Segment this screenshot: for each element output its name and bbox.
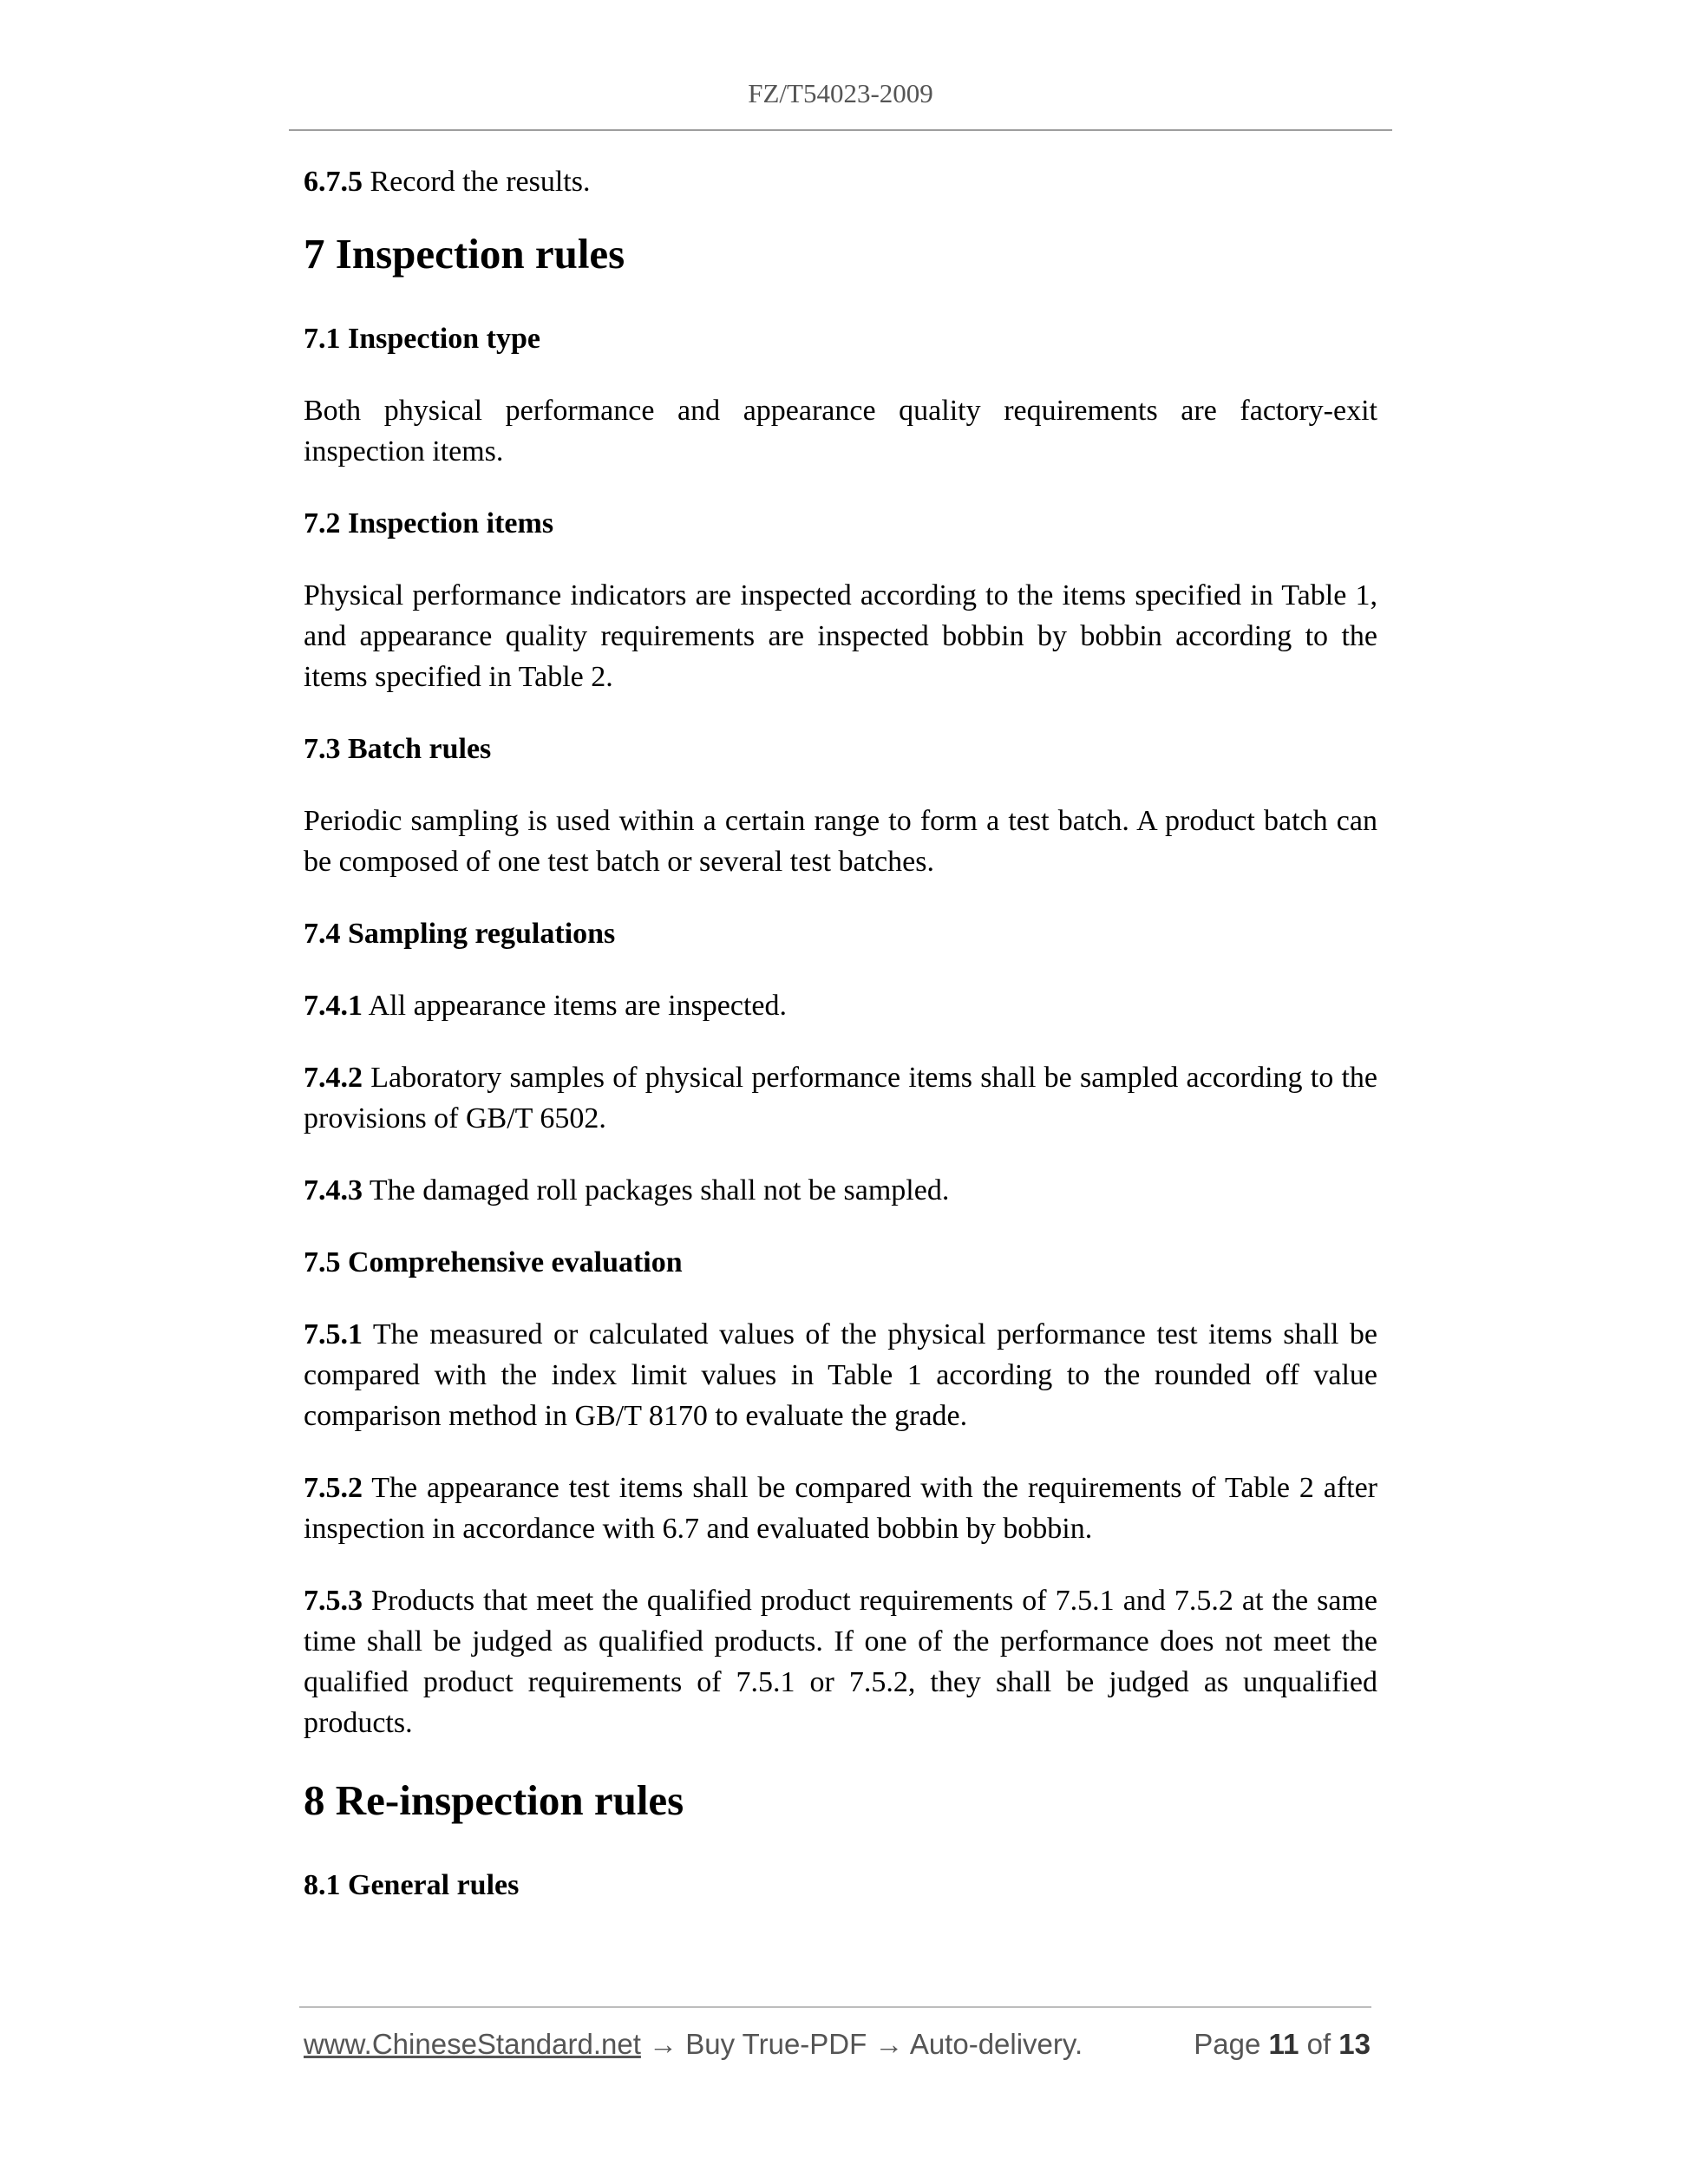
paragraph-7-1: Both physical performance and appearance quality requirements are factory-exit inspection items.: [304, 395, 1377, 468]
promo-text: → Buy True-PDF → Auto-delivery.: [640, 2028, 1083, 2060]
section-heading-8: 8 Re-inspection rules: [304, 1776, 684, 1824]
page-total: 13: [1338, 2028, 1371, 2060]
document-code-header: FZ/T54023-2009: [748, 78, 933, 108]
subsection-heading-7-3: 7.3 Batch rules: [304, 733, 492, 765]
clause-7-4-2: [304, 1057, 1377, 1139]
section-heading-7: 7 Inspection rules: [304, 230, 625, 278]
clause-number: 7.5.3: [304, 1585, 363, 1617]
clause-text: The appearance test items shall be compared with the requirements of Table 2 after inspection in accordance with 6.7 and evaluated bobbin by bobbin.: [304, 1472, 1377, 1545]
footer-divider: [299, 2006, 1371, 2008]
clause-text: Laboratory samples of physical performance items shall be sampled according to the provisions of GB/T 6502.: [304, 1062, 1377, 1135]
page-current: 11: [1268, 2028, 1299, 2060]
subsection-heading-7-4: 7.4 Sampling regulations: [304, 918, 616, 950]
clause-text: The damaged roll packages shall not be sampled.: [363, 1174, 950, 1206]
page-label: Page: [1194, 2028, 1269, 2060]
subsection-heading-7-2: 7.2 Inspection items: [304, 507, 554, 539]
site-link[interactable]: www.ChineseStandard.net: [304, 2028, 641, 2060]
page-indicator: [1194, 2028, 1371, 2061]
clause-7-5-3: [304, 1580, 1377, 1743]
clause-number: 7.5.1: [304, 1318, 363, 1350]
clause-text: All appearance items are inspected.: [363, 990, 787, 1022]
clause-number: 7.5.2: [304, 1472, 363, 1504]
clause-7-4-3: [304, 1170, 1377, 1211]
page-of-label: of: [1299, 2028, 1339, 2060]
clause-7-4-1: [304, 985, 1377, 1026]
clause-text: Products that meet the qualified product requirements of 7.5.1 and 7.5.2 at the same time shall be judged as qualified products. If one of the performance does not meet the qualified product requirements of 7.5.1 or 7.5.2, they shall be judged as unqualified products.: [304, 1585, 1377, 1739]
paragraph-7-3: Periodic sampling is used within a certain range to form a test batch. A product batch can be composed of one test batch or several test batches.: [304, 805, 1377, 878]
clause-7-5-1: [304, 1314, 1377, 1436]
subsection-heading-7-5: 7.5 Comprehensive evaluation: [304, 1246, 683, 1278]
footer-promo: [304, 2028, 1083, 2061]
clause-number: 7.4.2: [304, 1062, 363, 1094]
clause-text: Record the results.: [363, 166, 591, 198]
clause-text: The measured or calculated values of the physical performance test items shall be compared with the index limit values in Table 1 according to the rounded off value comparison method in GB/T 8170 to evaluate the grade.: [304, 1318, 1377, 1432]
clause-number: 7.4.3: [304, 1174, 363, 1206]
clause-7-5-2: [304, 1468, 1377, 1549]
subsection-heading-7-1: 7.1 Inspection type: [304, 323, 540, 355]
clause-number: 7.4.1: [304, 990, 363, 1022]
subsection-heading-8-1: 8.1 General rules: [304, 1869, 520, 1901]
paragraph-7-2: Physical performance indicators are inspected according to the items specified in Table 1, and appearance quality requirements are inspected bobbin by bobbin according to the items specified in Table 2.: [304, 579, 1377, 693]
clause-number: 6.7.5: [304, 166, 363, 198]
clause-6-7-5: [304, 161, 1377, 202]
header-divider: [289, 129, 1392, 131]
page-footer: [304, 2028, 1371, 2066]
page-content: [304, 161, 1377, 1937]
